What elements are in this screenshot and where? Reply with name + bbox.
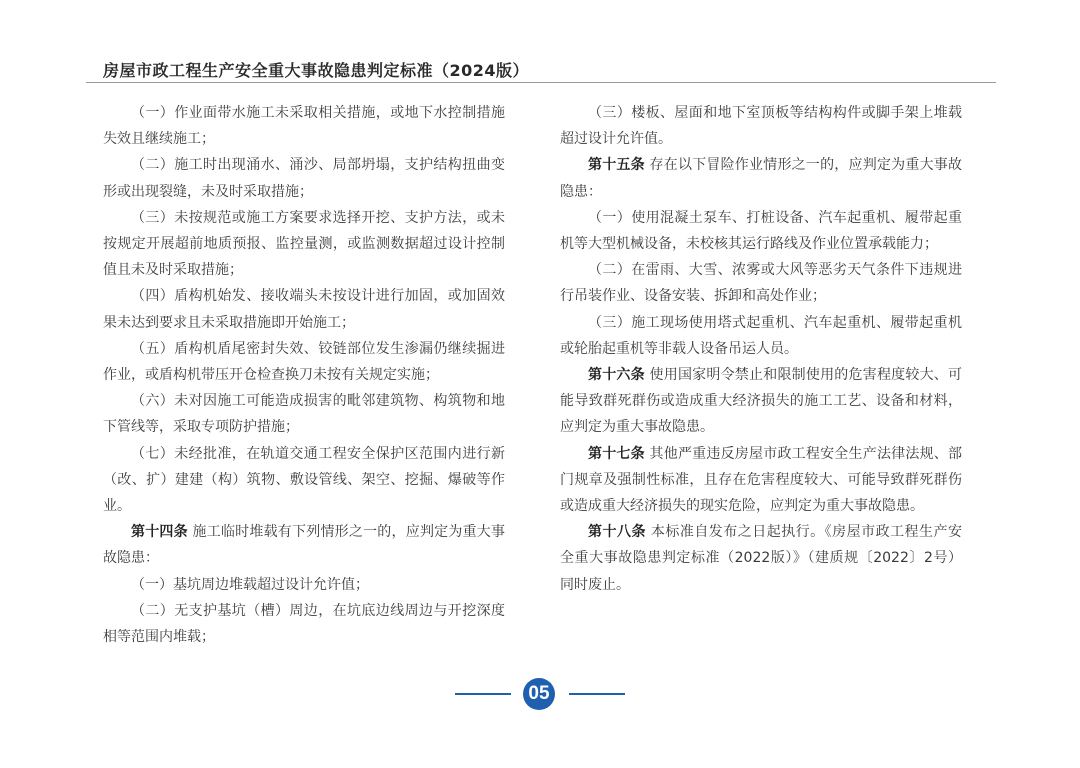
paragraph bbox=[103, 336, 505, 388]
article-paragraph bbox=[560, 152, 962, 204]
paragraph-text: 其他严重违反房屋市政工程安全生产法律法规、部门规章及强制性标准，且存在危害程度较大、可能导致群死群伤或造成重大经济损失的现实危险，应判定为重大事故隐患。 bbox=[560, 445, 963, 515]
header-divider bbox=[86, 82, 996, 83]
paragraph-text: 使用国家明令禁止和限制使用的危害程度较大、可能导致群死群伤或造成重大经济损失的施工工艺、设备和材料，应判定为重大事故隐患。 bbox=[560, 367, 963, 436]
paragraph-text: （三）施工现场使用塔式起重机、汽车起重机、履带起重机或轮胎起重机等非载人设备吊运人员。 bbox=[560, 314, 962, 357]
page-number-badge: 05 bbox=[523, 678, 555, 710]
paragraph-text: 存在以下冒险作业情形之一的，应判定为重大事故隐患： bbox=[560, 157, 963, 200]
paragraph-text: （七）未经批准，在轨道交通工程安全保护区范围内进行新（改、扩）建建（构）筑物、敷设管线、架空、挖掘、爆破等作业。 bbox=[103, 445, 505, 515]
article-number: 第十六条 bbox=[588, 367, 645, 384]
paragraph bbox=[560, 257, 962, 309]
paragraph bbox=[560, 205, 962, 257]
paragraph bbox=[560, 310, 962, 362]
paragraph bbox=[103, 100, 505, 152]
footer-rule-right bbox=[569, 693, 625, 695]
paragraph-text: 本标准自发布之日起执行。《房屋市政工程生产安全重大事故隐患判定标准（2022版）》（建质规〔2022〕2号）同时废止。 bbox=[560, 524, 963, 593]
paragraph-text: （二）施工时出现涌水、涌沙、局部坍塌，支护结构扭曲变形或出现裂缝，未及时采取措施； bbox=[103, 157, 505, 200]
article-number: 第十八条 bbox=[588, 524, 646, 541]
paragraph bbox=[103, 283, 505, 335]
right-text-column bbox=[560, 100, 962, 598]
page-number-footer bbox=[0, 676, 1080, 712]
article-paragraph bbox=[560, 362, 962, 441]
article-paragraph bbox=[103, 519, 505, 571]
paragraph-text: （一）使用混凝土泵车、打桩设备、汽车起重机、履带起重机等大型机械设备，未校核其运行路线及作业位置承载能力； bbox=[560, 209, 962, 253]
article-paragraph bbox=[560, 441, 962, 520]
paragraph bbox=[103, 205, 505, 284]
paragraph-text: （四）盾构机始发、接收端头未按设计进行加固，或加固效果未达到要求且未采取措施即开始施工； bbox=[103, 288, 505, 331]
article-number: 第十五条 bbox=[588, 157, 645, 174]
article-number: 第十四条 bbox=[131, 524, 188, 541]
paragraph bbox=[103, 572, 505, 598]
paragraph-text: （二）在雷雨、大雪、浓雾或大风等恶劣天气条件下违规进行吊装作业、设备安装、拆卸和高处作业； bbox=[560, 262, 962, 305]
paragraph bbox=[560, 100, 962, 152]
paragraph-text: （五）盾构机盾尾密封失效、铰链部位发生渗漏仍继续掘进作业，或盾构机带压开仓检查换刀未按有关规定实施； bbox=[103, 340, 505, 384]
left-text-column bbox=[103, 100, 505, 650]
paragraph bbox=[103, 152, 505, 204]
paragraph-text: （六）未对因施工可能造成损害的毗邻建筑物、构筑物和地下管线等，采取专项防护措施； bbox=[103, 393, 505, 436]
paragraph-text: （二）无支护基坑（槽）周边，在坑底边线周边与开挖深度相等范围内堆载； bbox=[103, 602, 505, 646]
document-title: 房屋市政工程生产安全重大事故隐患判定标准（2024版） bbox=[103, 61, 530, 80]
article-paragraph bbox=[560, 519, 962, 598]
paragraph-text: 施工临时堆载有下列情形之一的，应判定为重大事故隐患： bbox=[103, 524, 506, 567]
footer-rule-left bbox=[455, 693, 511, 695]
paragraph bbox=[103, 441, 505, 520]
paragraph-text: （三）楼板、屋面和地下室顶板等结构构件或脚手架上堆载超过设计允许值。 bbox=[560, 105, 962, 148]
paragraph bbox=[103, 598, 505, 650]
paragraph-text: （一）作业面带水施工未采取相关措施，或地下水控制措施失效且继续施工； bbox=[103, 105, 505, 148]
paragraph-text: （一）基坑周边堆载超过设计允许值； bbox=[131, 576, 369, 593]
paragraph bbox=[103, 388, 505, 440]
article-number: 第十七条 bbox=[588, 445, 645, 462]
paragraph-text: （三）未按规范或施工方案要求选择开挖、支护方法，或未按规定开展超前地质预报、监控量测，或监测数据超过设计控制值且未及时采取措施； bbox=[103, 209, 505, 279]
